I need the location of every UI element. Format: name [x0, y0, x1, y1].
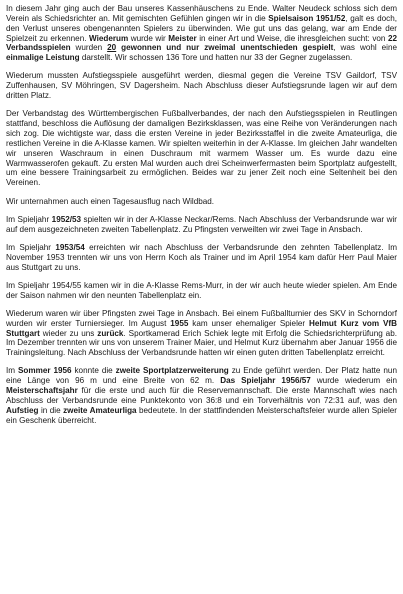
text-run: Spielsaison 1951/52 — [268, 13, 346, 23]
text-run: 1952/53 — [51, 214, 82, 224]
paragraph-season-1952-53 — [6, 215, 397, 235]
text-run: Im — [6, 366, 18, 376]
text-run: zu Ende geführt werden. Der Platz hatte nun eine Länge von 96 m und eine Breite von 62 m. — [6, 366, 397, 386]
text-run: wurde wir — [128, 33, 169, 43]
text-run: Wiederum waren wir über Pfingsten zwei Tage in Ansbach. Bei einem Fußballturnier des SKV in Schorndorf wurden wir erster Turniersieger. Im August — [6, 308, 397, 328]
text-run: In diesem Jahr ging auch der Bau unseres Kassenhäuschens zu Ende. Walter Neudeck schloss sich dem Verein als Schiedsrichter an. Mit gemischten Gefühlen gingen wir in die — [6, 4, 397, 23]
text-run: , galt es doch, den Verlust unseres obengenannten Spielers zu überwinden. Wie gut uns das gelang, war am Ende der Spielzeit zu erkennen. — [6, 13, 397, 43]
text-run: in einer Art und Weise, die ihresgleichen sucht: von — [196, 33, 388, 43]
paragraph-summer-1956 — [6, 366, 397, 425]
text-run: Aufstieg — [6, 405, 39, 415]
text-run: 22 Verbandsspielen — [6, 33, 397, 53]
text-run: bedeutete. In der stattfindenden Meisterschaftsfeier wurde allen Spieler ein Geschenk überreicht. — [6, 405, 397, 425]
paragraph-day-trip — [6, 197, 397, 207]
text-run: wieder zu uns — [39, 328, 98, 338]
text-run: Im Spieljahr 1954/55 kamen wir in die A-Klasse Rems-Murr, in der wir auch heute wieder spielen. Am Ende der Saison nahmen wir den neunten Tabellenplatz ein. — [6, 280, 397, 300]
text-run: , was wohl eine — [333, 43, 397, 53]
text-run: . Sportkamerad Erich Schiek legte mit Erfolg die Schiedsrichterprüfung ab. Im Dezember trennten wir uns von unserem Trainer Maier, und Helmut Kurz übernahm aber Januar 1956 die Trainingsleitung. Nach Abschluss der Verbandsrunde hatten wir einen guten dritten Tabellenplatz erreicht. — [6, 328, 397, 358]
text-run: Wir unternahmen auch einen Tagesausflug nach Wildbad. — [6, 196, 215, 206]
paragraph-association-meeting — [6, 109, 397, 188]
text-run: einmalige Leistung — [6, 53, 80, 63]
text-run: gewonnen und nur zweimal unentschieden gespielt — [116, 43, 334, 53]
text-run: Wiederum — [88, 33, 129, 43]
text-run: Das Spieljahr 1956/57 — [220, 376, 311, 386]
text-run: Im Spieljahr — [6, 242, 56, 252]
text-run: Meisterschaftsjahr — [6, 386, 78, 396]
text-run: zweite Amateurliga — [63, 405, 137, 415]
text-run: konnte die — [71, 366, 116, 376]
text-run: Meister — [168, 33, 197, 43]
text-run: spielten wir in der A-Klasse Neckar/Rems. Nach Abschluss der Verbandsrunde war wir auf dem ausgezeichneten zweiten Tabellenplatz. Zu Pfingsten verweilten wir zwei Tage in Ansbach. — [6, 214, 398, 234]
paragraph-ansbach-tournament — [6, 309, 397, 358]
paragraph-season-1953-54 — [6, 243, 397, 273]
text-run: 20 — [107, 43, 117, 53]
text-run: 1955 — [170, 318, 189, 328]
text-run: für die erste und auch für die Reservemannschaft. Die erste Mannschaft wies nach Abschluss der Verbandsrunde eine Punktekonto von 36:8 und ein Torverhältnis von 72:31 auf, was den — [6, 386, 397, 405]
text-run: in die — [38, 405, 64, 415]
text-run: erreichten wir nach Abschluss der Verbandsrunde den zehnten Tabellenplatz. Im November 1953 trennten wir uns von Herrn Koch als Trainer und im April 1954 kam dafür Herr Paul Maier aus Stuttgart zu uns. — [6, 242, 398, 272]
text-run: Helmut Kurz vom VfB Stuttgart — [6, 318, 397, 338]
text-run: Wiederum mussten Aufstiegsspiele ausgeführt werden, diesmal gegen die Vereine TSV Gaildorf, TSV Zuffenhausen, SV Möhringen, SV Dagersheim. Nach Abschluss dieser Aufstiegsrunde lagen wir auf dem dritten Platz. — [6, 71, 397, 101]
text-run: kam unser ehemaliger Spieler — [188, 318, 310, 328]
text-run: 1953/54 — [55, 242, 85, 252]
text-run: Sommer 1956 — [17, 366, 72, 376]
paragraph-promotion-round — [6, 71, 397, 101]
text-run: wurden — [70, 43, 108, 53]
text-run: darstellt. Wir schossen 136 Tore und hatten nur 33 der Gegner zugelassen. — [79, 53, 353, 63]
paragraph-season-1951-52 — [6, 4, 397, 63]
paragraph-season-1954-55 — [6, 281, 397, 301]
text-run: wurde wiederum ein — [310, 376, 398, 386]
text-run: zurück — [97, 328, 124, 338]
text-run: Der Verbandstag des Württembergischen Fußballverbandes, der nach den Aufstiegsspielen in Reutlingen stattfand, beschloss die Auflösung der damaligen Bezirksklassen, was eine Reihe von Veränderungen nach sich zog. Die wichtigste war, dass die ersten Vereine in jeder Bezirksstaffel in die zweite Amateurliga, die restlichen Vereine in die A-Klasse kamen. Wir spielten weiterhin in der A-Klasse. Im gleichen Jahr wandelten wir unseren Waschraum in einen Duschraum mit warmem Wasser um. Es wurde dazu eine Warmwasserofen gekauft. Zu ersten Mal wurden auch drei Scheinwerfermasten beim Sportplatz aufgestellt, um eine bessere Trainingsarbeit zu ermöglichen. Beides war zu jener Zeit noch eine Seltenheit bei den Vereinen. — [6, 109, 397, 188]
text-run: zweite Sportplatzerweiterung — [115, 366, 229, 376]
text-run: Im Spieljahr — [6, 214, 52, 224]
